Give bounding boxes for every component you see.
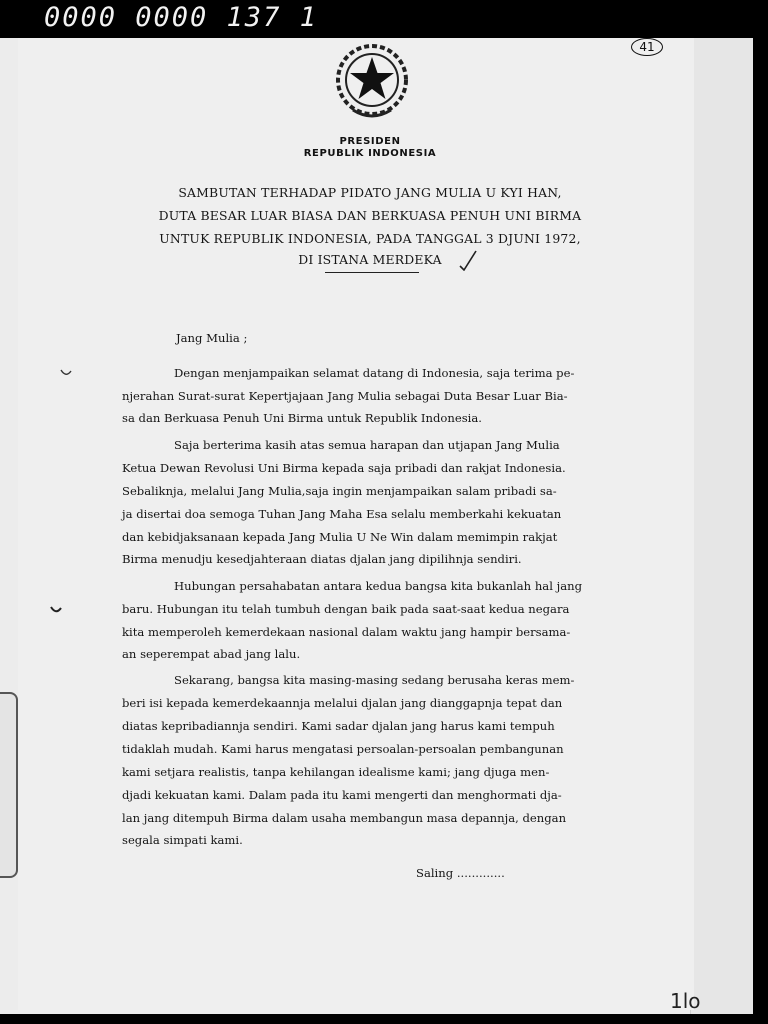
body-line: Sekarang, bangsa kita masing-masing sedang berusaha keras mem- <box>174 673 575 687</box>
body-line: njerahan Surat-surat Kepertjajaan Jang Mulia sebagai Duta Besar Luar Bia- <box>122 389 568 403</box>
body-line: beri isi kepada kemerdekaannja melalui djalan jang dianggapnja tepat dan <box>122 696 563 710</box>
salutation: Jang Mulia ; <box>176 331 248 345</box>
title-line-4: DI ISTANA MERDEKA <box>298 252 442 267</box>
garuda-star-emblem <box>331 42 413 124</box>
continuation-text: Saling ............. <box>416 866 505 880</box>
film-strip <box>0 0 768 38</box>
body-line: Hubungan persahabatan antara kedua bangsa kita bukanlah hal jang <box>174 579 582 593</box>
footer-mark-text: 1lo <box>670 989 701 1012</box>
body-line: Birma menudju kesedjahteraan diatas djalan jang dipilihnja sendiri. <box>122 552 522 566</box>
office-line-2: REPUBLIK INDONESIA <box>303 148 437 159</box>
title-line-1: SAMBUTAN TERHADAP PIDATO JANG MULIA U KYI HAN, <box>178 185 562 200</box>
footer-mark <box>668 988 718 1012</box>
body-line: Sebaliknja, melalui Jang Mulia,saja ingin menjampaikan salam pribadi sa- <box>122 484 557 498</box>
office-line-1: PRESIDEN <box>339 136 401 147</box>
checkmark-icon <box>458 249 478 271</box>
body-line: kami setjara realistis, tanpa kehilangan idealisme kami; jang djuga men- <box>122 765 550 779</box>
page-number: 41 <box>631 38 663 56</box>
body-line: Dengan menjampaikan selamat datang di Indonesia, saja terima pe- <box>174 366 575 380</box>
body-line: diatas kepribadiannja sendiri. Kami sadar djalan jang harus kami tempuh <box>122 719 555 733</box>
body-line: dan kebidjaksanaan kepada Jang Mulia U Ne Win dalam memimpin rakjat <box>122 530 558 544</box>
body-line: djadi kekuatan kami. Dalam pada itu kami mengerti dan menghormati dja- <box>122 788 562 802</box>
body-line: tidaklah mudah. Kami harus mengatasi persoalan-persoalan pembangunan <box>122 742 564 756</box>
body-line: sa dan Berkuasa Penuh Uni Birma untuk Republik Indonesia. <box>122 411 482 425</box>
body-line: ja disertai doa semoga Tuhan Jang Maha Esa selalu memberkahi kekuatan <box>122 507 562 521</box>
body-line: Ketua Dewan Revolusi Uni Birma kepada saja pribadi dan rakjat Indonesia. <box>122 461 566 475</box>
title-line-2: DUTA BESAR LUAR BIASA DAN BERKUASA PENUH UNI BIRMA <box>158 208 582 223</box>
punch-hole-mark <box>60 369 72 377</box>
film-id: 0000 0000 137 1 <box>44 2 318 33</box>
body-line: segala simpati kami. <box>122 833 243 847</box>
body-line: lan jang ditempuh Birma dalam usaha membangun masa depannja, dengan <box>122 811 567 825</box>
title-line-3: UNTUK REPUBLIK INDONESIA, PADA TANGGAL 3 DJUNI 1972, <box>159 231 581 246</box>
body-line: kita memperoleh kemerdekaan nasional dalam waktu jang hampir bersama- <box>122 625 571 639</box>
body-line: Saja berterima kasih atas semua harapan dan utjapan Jang Mulia <box>174 438 560 452</box>
body-line: baru. Hubungan itu telah tumbuh dengan baik pada saat-saat kedua negara <box>122 602 570 616</box>
title-underline <box>325 272 419 273</box>
body-line: an seperempat abad jang lalu. <box>122 647 301 661</box>
document-page <box>18 38 694 1010</box>
underlying-page <box>690 38 753 1014</box>
punch-hole-mark <box>50 606 62 614</box>
binder-clip <box>0 692 18 878</box>
